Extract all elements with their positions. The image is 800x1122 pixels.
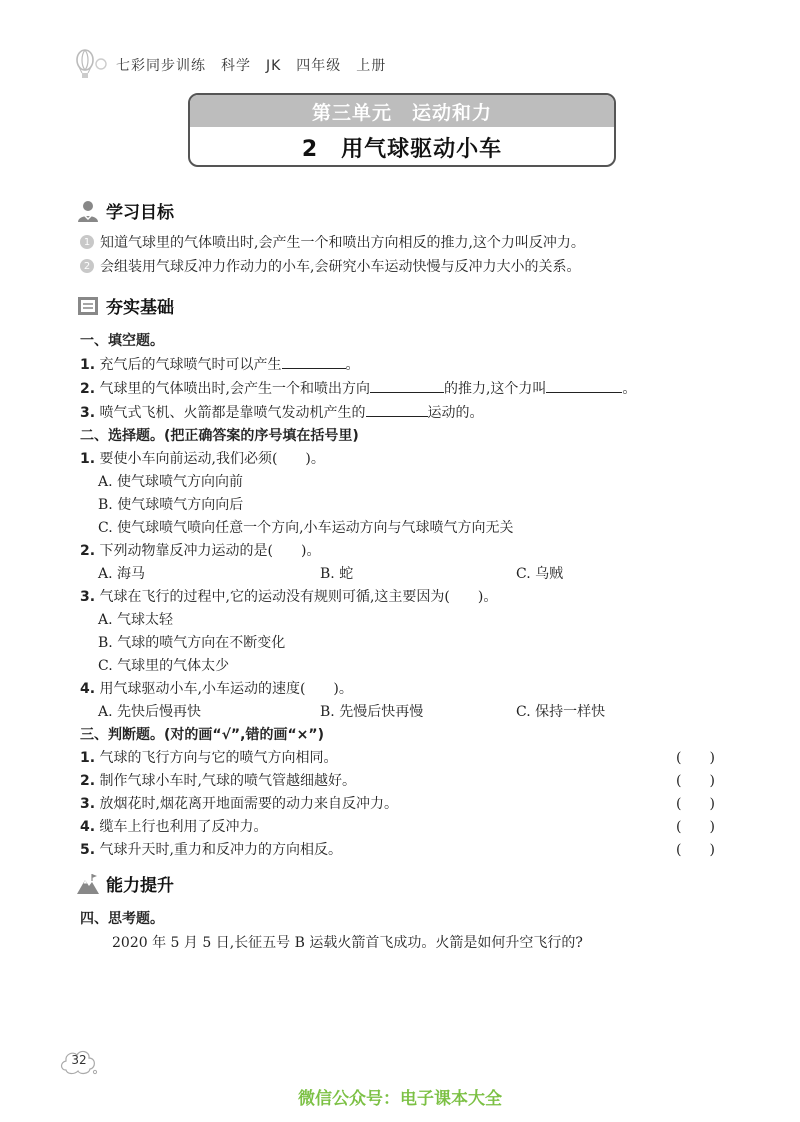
question-number: 1. [80,357,96,373]
question-number: 2. [80,543,96,559]
mountain-icon [76,872,100,896]
choice-option[interactable]: C. 乌贼 [516,566,564,582]
choice-option[interactable]: A. 气球太轻 [98,612,174,628]
question-text: 气球里的气体喷出时,会产生一个和喷出方向 [99,381,370,397]
goals-section-header [76,198,174,223]
judge-question [80,747,338,767]
lesson-title: 2 用气球驱动小车 [301,136,503,162]
question-number: 3. [80,589,96,605]
judge-question [80,770,356,790]
goal-text: 会组装用气球反冲力作动力的小车,会研究小车运动快慢与反冲力大小的关系。 [100,259,581,275]
question-text: 下列动物靠反冲力运动的是( )。 [99,543,321,559]
question-number: 2. [80,381,96,397]
goal-number: 2 [80,259,94,273]
question-number: 3. [80,796,96,812]
choice-question-1 [80,448,325,468]
judge-question [80,839,342,859]
question-text: 用气球驱动小车,小车运动的速度( )。 [99,681,353,697]
ability-section-header [76,871,174,896]
answer-blank[interactable] [370,379,444,393]
choice-option[interactable]: B. 蛇 [320,566,354,582]
question-text: 气球的飞行方向与它的喷气方向相同。 [99,750,338,766]
fill-question-1 [80,354,360,374]
choice-option[interactable]: B. 气球的喷气方向在不断变化 [98,635,286,651]
ability-title: 能力提升 [106,876,174,896]
fill-question-2 [80,378,636,398]
title-box [188,93,616,167]
choice-option[interactable]: A. 先快后慢再快 [98,704,202,720]
question-number: 5. [80,842,96,858]
choice-option[interactable]: A. 使气球喷气方向向前 [98,474,244,490]
answer-blank[interactable] [282,355,346,369]
question-number: 3. [80,405,96,421]
basics-title: 夯实基础 [106,298,174,318]
balloon-logo-icon [74,49,110,81]
goal-number: 1 [80,235,94,249]
answer-blank[interactable] [546,379,622,393]
answer-blank[interactable] [366,403,428,417]
series-title: 七彩同步训练 科学 JK 四年级 上册 [116,58,387,74]
choice-option[interactable]: C. 气球里的气体太少 [98,658,230,674]
answer-parentheses[interactable]: ( ) [676,750,715,766]
think-question: 2020 年 5 月 5 日,长征五号 B 运载火箭首飞成功。火箭是如何升空飞行的? [112,935,583,951]
question-text: 气球升天时,重力和反冲力的方向相反。 [99,842,342,858]
question-text: 制作气球小车时,气球的喷气管越细越好。 [99,773,356,789]
question-number: 2. [80,773,96,789]
choice-option[interactable]: C. 保持一样快 [516,704,606,720]
fill-question-3 [80,402,484,422]
question-text: 气球在飞行的过程中,它的运动没有规则可循,这主要因为( )。 [99,589,498,605]
footer-watermark: 微信公众号：电子课本大全 [298,1089,502,1109]
answer-parentheses[interactable]: ( ) [676,842,715,858]
question-text: 。 [622,381,637,397]
question-text: 喷气式飞机、火箭都是靠喷气发动机产生的 [99,405,366,421]
choice-heading: 二、选择题。(把正确答案的序号填在括号里) [80,428,359,444]
question-number: 4. [80,681,96,697]
judge-question [80,816,268,836]
goal-text: 知道气球里的气体喷出时,会产生一个和喷出方向相反的推力,这个力叫反冲力。 [100,235,585,251]
answer-parentheses[interactable]: ( ) [676,773,715,789]
goal-item [80,232,585,252]
goals-title: 学习目标 [106,203,174,223]
choice-option[interactable]: B. 使气球喷气方向向后 [98,497,244,513]
page-number-badge [58,1044,100,1078]
question-text: 的推力,这个力叫 [443,381,547,397]
basics-section-header [76,293,174,318]
judge-heading: 三、判断题。(对的画“√”,错的画“×”) [80,727,324,743]
fill-heading: 一、填空题。 [80,333,164,349]
choice-question-2 [80,540,320,560]
choice-option[interactable]: A. 海马 [98,566,146,582]
question-number: 1. [80,750,96,766]
question-text: 。 [345,357,360,373]
think-heading: 四、思考题。 [80,911,164,927]
question-text: 缆车上行也利用了反冲力。 [99,819,268,835]
choice-question-3 [80,586,497,606]
book-icon [76,294,100,318]
answer-parentheses[interactable]: ( ) [676,796,715,812]
goal-item [80,256,580,276]
answer-parentheses[interactable]: ( ) [676,819,715,835]
judge-question [80,793,398,813]
unit-title: 第三单元 运动和力 [190,95,614,127]
question-text: 充气后的气球喷气时可以产生 [99,357,282,373]
choice-question-4 [80,678,353,698]
choice-option[interactable]: C. 使气球喷气喷向任意一个方向,小车运动方向与气球喷气方向无关 [98,520,514,536]
page-number: 32 [71,1053,87,1067]
student-icon [76,199,100,223]
question-text: 放烟花时,烟花离开地面需要的动力来自反冲力。 [99,796,398,812]
question-number: 4. [80,819,96,835]
question-number: 1. [80,451,96,467]
question-text: 要使小车向前运动,我们必须( )。 [99,451,325,467]
page-header [74,50,386,80]
choice-option[interactable]: B. 先慢后快再慢 [320,704,424,720]
question-text: 运动的。 [427,405,484,421]
